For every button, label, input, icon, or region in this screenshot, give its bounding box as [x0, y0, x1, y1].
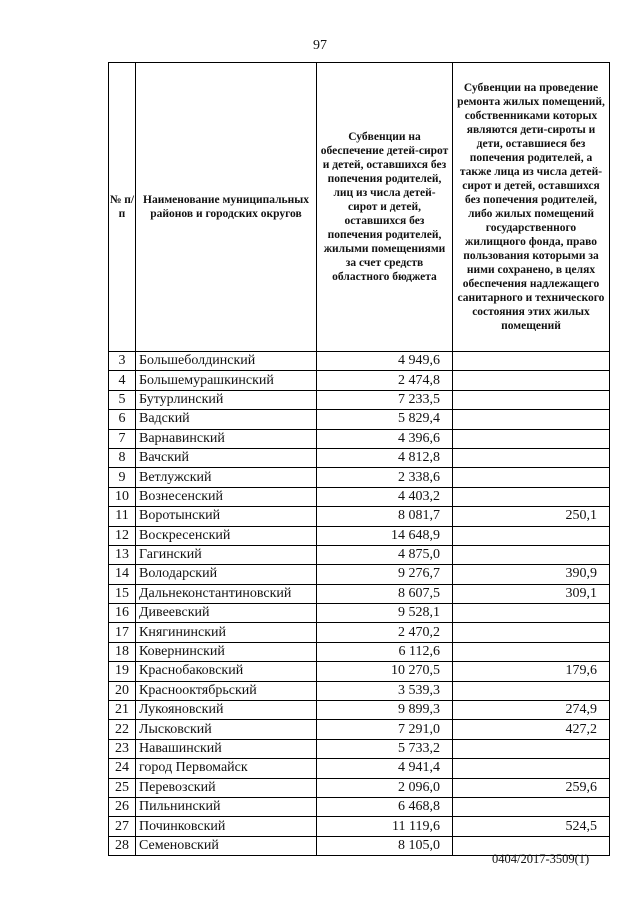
- row-subvention-housing: 2 096,0: [317, 778, 453, 797]
- row-municipality: город Первомайск: [136, 759, 317, 778]
- row-subvention-housing: 4 812,8: [317, 448, 453, 467]
- row-municipality: Варнавинский: [136, 429, 317, 448]
- row-subvention-repair: [453, 352, 610, 371]
- row-number: 11: [109, 507, 136, 526]
- row-subvention-repair: [453, 526, 610, 545]
- row-number: 7: [109, 429, 136, 448]
- row-municipality: Княгининский: [136, 623, 317, 642]
- row-subvention-housing: 4 403,2: [317, 487, 453, 506]
- row-subvention-repair: [453, 487, 610, 506]
- table-row: [109, 701, 610, 720]
- row-municipality: Пильнинский: [136, 797, 317, 816]
- row-subvention-housing: 9 276,7: [317, 565, 453, 584]
- row-number: 18: [109, 642, 136, 661]
- row-subvention-repair: [453, 759, 610, 778]
- row-number: 6: [109, 410, 136, 429]
- row-municipality: Володарский: [136, 565, 317, 584]
- row-subvention-repair: 524,5: [453, 817, 610, 836]
- row-subvention-housing: 8 607,5: [317, 584, 453, 603]
- table-header-row: [109, 63, 610, 352]
- table-row: [109, 797, 610, 816]
- row-municipality: Вачский: [136, 448, 317, 467]
- header-municipality: Наименование муниципальных районов и городских округов: [136, 63, 317, 352]
- row-municipality: Гагинский: [136, 545, 317, 564]
- header-subvention-repair: Субвенции на проведение ремонта жилых помещений, собственниками которых являются дети-сироты и дети, оставшиеся без попечения родителей, а также лица из числа детей-сирот и детей, оставшихся без попечения родителей, либо жилых помещений государственного жилищного фонда, право пользования которыми за ними сохранено, в целях обеспечения надлежащего санитарного и технического состояния этих жилых помещений: [453, 63, 610, 352]
- row-subvention-repair: [453, 623, 610, 642]
- row-subvention-repair: [453, 642, 610, 661]
- row-municipality: Перевозский: [136, 778, 317, 797]
- row-number: 17: [109, 623, 136, 642]
- table-row: [109, 352, 610, 371]
- row-number: 28: [109, 836, 136, 855]
- table-row: [109, 448, 610, 467]
- row-subvention-repair: [453, 468, 610, 487]
- row-subvention-repair: 274,9: [453, 701, 610, 720]
- table-row: [109, 739, 610, 758]
- table-row: [109, 642, 610, 661]
- row-municipality: Семеновский: [136, 836, 317, 855]
- row-subvention-housing: 4 949,6: [317, 352, 453, 371]
- row-number: 21: [109, 701, 136, 720]
- row-number: 14: [109, 565, 136, 584]
- row-number: 4: [109, 371, 136, 390]
- row-number: 15: [109, 584, 136, 603]
- row-subvention-repair: 427,2: [453, 720, 610, 739]
- row-number: 13: [109, 545, 136, 564]
- row-subvention-repair: 309,1: [453, 584, 610, 603]
- row-subvention-repair: [453, 390, 610, 409]
- table-row: [109, 545, 610, 564]
- row-municipality: Дивеевский: [136, 604, 317, 623]
- row-subvention-housing: 2 338,6: [317, 468, 453, 487]
- table-row: [109, 565, 610, 584]
- table-row: [109, 584, 610, 603]
- table-row: [109, 778, 610, 797]
- row-municipality: Вадский: [136, 410, 317, 429]
- row-subvention-housing: 9 528,1: [317, 604, 453, 623]
- row-number: 22: [109, 720, 136, 739]
- row-municipality: Воротынский: [136, 507, 317, 526]
- row-number: 19: [109, 662, 136, 681]
- table-row: [109, 487, 610, 506]
- row-subvention-repair: 390,9: [453, 565, 610, 584]
- row-number: 8: [109, 448, 136, 467]
- row-subvention-housing: 5 829,4: [317, 410, 453, 429]
- table-row: [109, 662, 610, 681]
- page-number: 97: [313, 38, 327, 53]
- row-subvention-housing: 3 539,3: [317, 681, 453, 700]
- row-municipality: Навашинский: [136, 739, 317, 758]
- row-subvention-repair: [453, 429, 610, 448]
- row-number: 12: [109, 526, 136, 545]
- row-subvention-repair: [453, 604, 610, 623]
- table-row: [109, 371, 610, 390]
- row-municipality: Починковский: [136, 817, 317, 836]
- row-subvention-repair: [453, 448, 610, 467]
- row-number: 24: [109, 759, 136, 778]
- row-subvention-housing: 7 291,0: [317, 720, 453, 739]
- row-subvention-housing: 8 105,0: [317, 836, 453, 855]
- table-row: [109, 681, 610, 700]
- table-row: [109, 429, 610, 448]
- row-number: 27: [109, 817, 136, 836]
- row-subvention-repair: [453, 681, 610, 700]
- row-number: 16: [109, 604, 136, 623]
- row-subvention-repair: 259,6: [453, 778, 610, 797]
- table-row: [109, 817, 610, 836]
- row-subvention-housing: 8 081,7: [317, 507, 453, 526]
- table-row: [109, 759, 610, 778]
- table-row: [109, 720, 610, 739]
- document-code: 0404/2017-3509(1): [492, 852, 590, 866]
- table-row: [109, 468, 610, 487]
- table-row: [109, 507, 610, 526]
- row-subvention-housing: 4 875,0: [317, 545, 453, 564]
- row-number: 23: [109, 739, 136, 758]
- row-municipality: Большеболдинский: [136, 352, 317, 371]
- row-subvention-housing: 2 474,8: [317, 371, 453, 390]
- row-subvention-repair: [453, 410, 610, 429]
- row-municipality: Лукояновский: [136, 701, 317, 720]
- row-number: 5: [109, 390, 136, 409]
- row-municipality: Лысковский: [136, 720, 317, 739]
- subsidy-table: [108, 62, 610, 856]
- header-subvention-housing: Субвенции на обеспечение детей-сирот и детей, оставшихся без попечения родителей, лиц из числа детей-сирот и детей, оставшихся без попечения родителей, жилыми помещениями за счет средств областного бюджета: [317, 63, 453, 352]
- row-subvention-repair: [453, 545, 610, 564]
- row-number: 9: [109, 468, 136, 487]
- row-subvention-repair: 250,1: [453, 507, 610, 526]
- row-subvention-repair: [453, 739, 610, 758]
- header-number: № п/п: [109, 63, 136, 352]
- row-municipality: Воскресенский: [136, 526, 317, 545]
- row-municipality: Краснобаковский: [136, 662, 317, 681]
- row-subvention-housing: 5 733,2: [317, 739, 453, 758]
- row-subvention-housing: 4 941,4: [317, 759, 453, 778]
- row-number: 10: [109, 487, 136, 506]
- table-row: [109, 390, 610, 409]
- row-municipality: Краснооктябрьский: [136, 681, 317, 700]
- row-subvention-housing: 7 233,5: [317, 390, 453, 409]
- row-subvention-housing: 10 270,5: [317, 662, 453, 681]
- row-municipality: Ветлужский: [136, 468, 317, 487]
- row-subvention-housing: 6 112,6: [317, 642, 453, 661]
- row-subvention-housing: 9 899,3: [317, 701, 453, 720]
- row-subvention-housing: 14 648,9: [317, 526, 453, 545]
- table-row: [109, 623, 610, 642]
- row-subvention-repair: [453, 371, 610, 390]
- row-municipality: Ковернинский: [136, 642, 317, 661]
- row-number: 3: [109, 352, 136, 371]
- row-number: 20: [109, 681, 136, 700]
- row-subvention-housing: 6 468,8: [317, 797, 453, 816]
- row-municipality: Бутурлинский: [136, 390, 317, 409]
- table-row: [109, 410, 610, 429]
- table-row: [109, 604, 610, 623]
- row-subvention-housing: 4 396,6: [317, 429, 453, 448]
- row-municipality: Вознесенский: [136, 487, 317, 506]
- row-subvention-repair: 179,6: [453, 662, 610, 681]
- row-subvention-housing: 11 119,6: [317, 817, 453, 836]
- row-subvention-housing: 2 470,2: [317, 623, 453, 642]
- row-municipality: Дальнеконстантиновский: [136, 584, 317, 603]
- row-number: 25: [109, 778, 136, 797]
- row-subvention-repair: [453, 797, 610, 816]
- table-row: [109, 526, 610, 545]
- row-municipality: Большемурашкинский: [136, 371, 317, 390]
- row-number: 26: [109, 797, 136, 816]
